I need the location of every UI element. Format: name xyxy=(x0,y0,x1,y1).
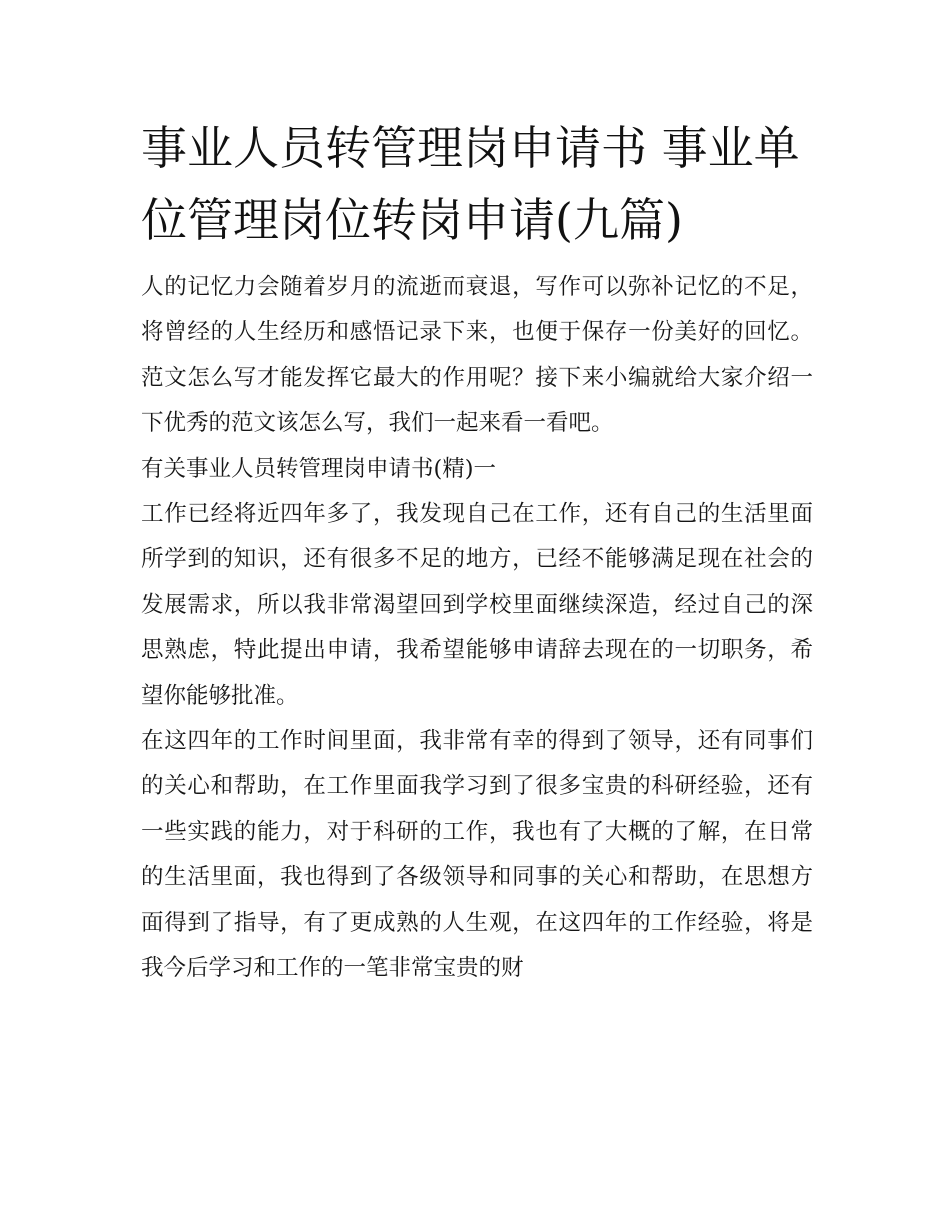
document-content xyxy=(141,112,813,992)
section-heading: 有关事业人员转管理岗申请书(精)一 xyxy=(141,455,497,482)
document-body xyxy=(141,265,813,992)
paragraph-experience: 在这四年的工作时间里面，我非常有幸的得到了领导，还有同事们的关心和帮助，在工作里面我学习到了很多宝贵的科研经验，还有一些实践的能力，对于科研的工作，我也有了大概的了解，在日常的生活里面，我也得到了各级领导和同事的关心和帮助，在思想方面得到了指导，有了更成熟的人生观，在这四年的工作经验，将是我今后学习和工作的一笔非常宝贵的财 xyxy=(141,728,813,982)
document-title: 事业人员转管理岗申请书 事业单位管理岗位转岗申请(九篇) xyxy=(141,121,800,247)
paragraph-intro: 人的记忆力会随着岁月的流逝而衰退，写作可以弥补记忆的不足，将曾经的人生经历和感悟记录下来，也便于保存一份美好的回忆。范文怎么写才能发挥它最大的作用呢？接下来小编就给大家介绍一下优秀的范文该怎么写，我们一起来看一看吧。 xyxy=(141,274,813,437)
paragraph-request: 工作已经将近四年多了，我发现自己在工作，还有自己的生活里面所学到的知识，还有很多不足的地方，已经不能够满足现在社会的发展需求，所以我非常渴望回到学校里面继续深造，经过自己的深思熟虑，特此提出申请，我希望能够申请辞去现在的一切职务，希望你能够批准。 xyxy=(141,501,813,709)
